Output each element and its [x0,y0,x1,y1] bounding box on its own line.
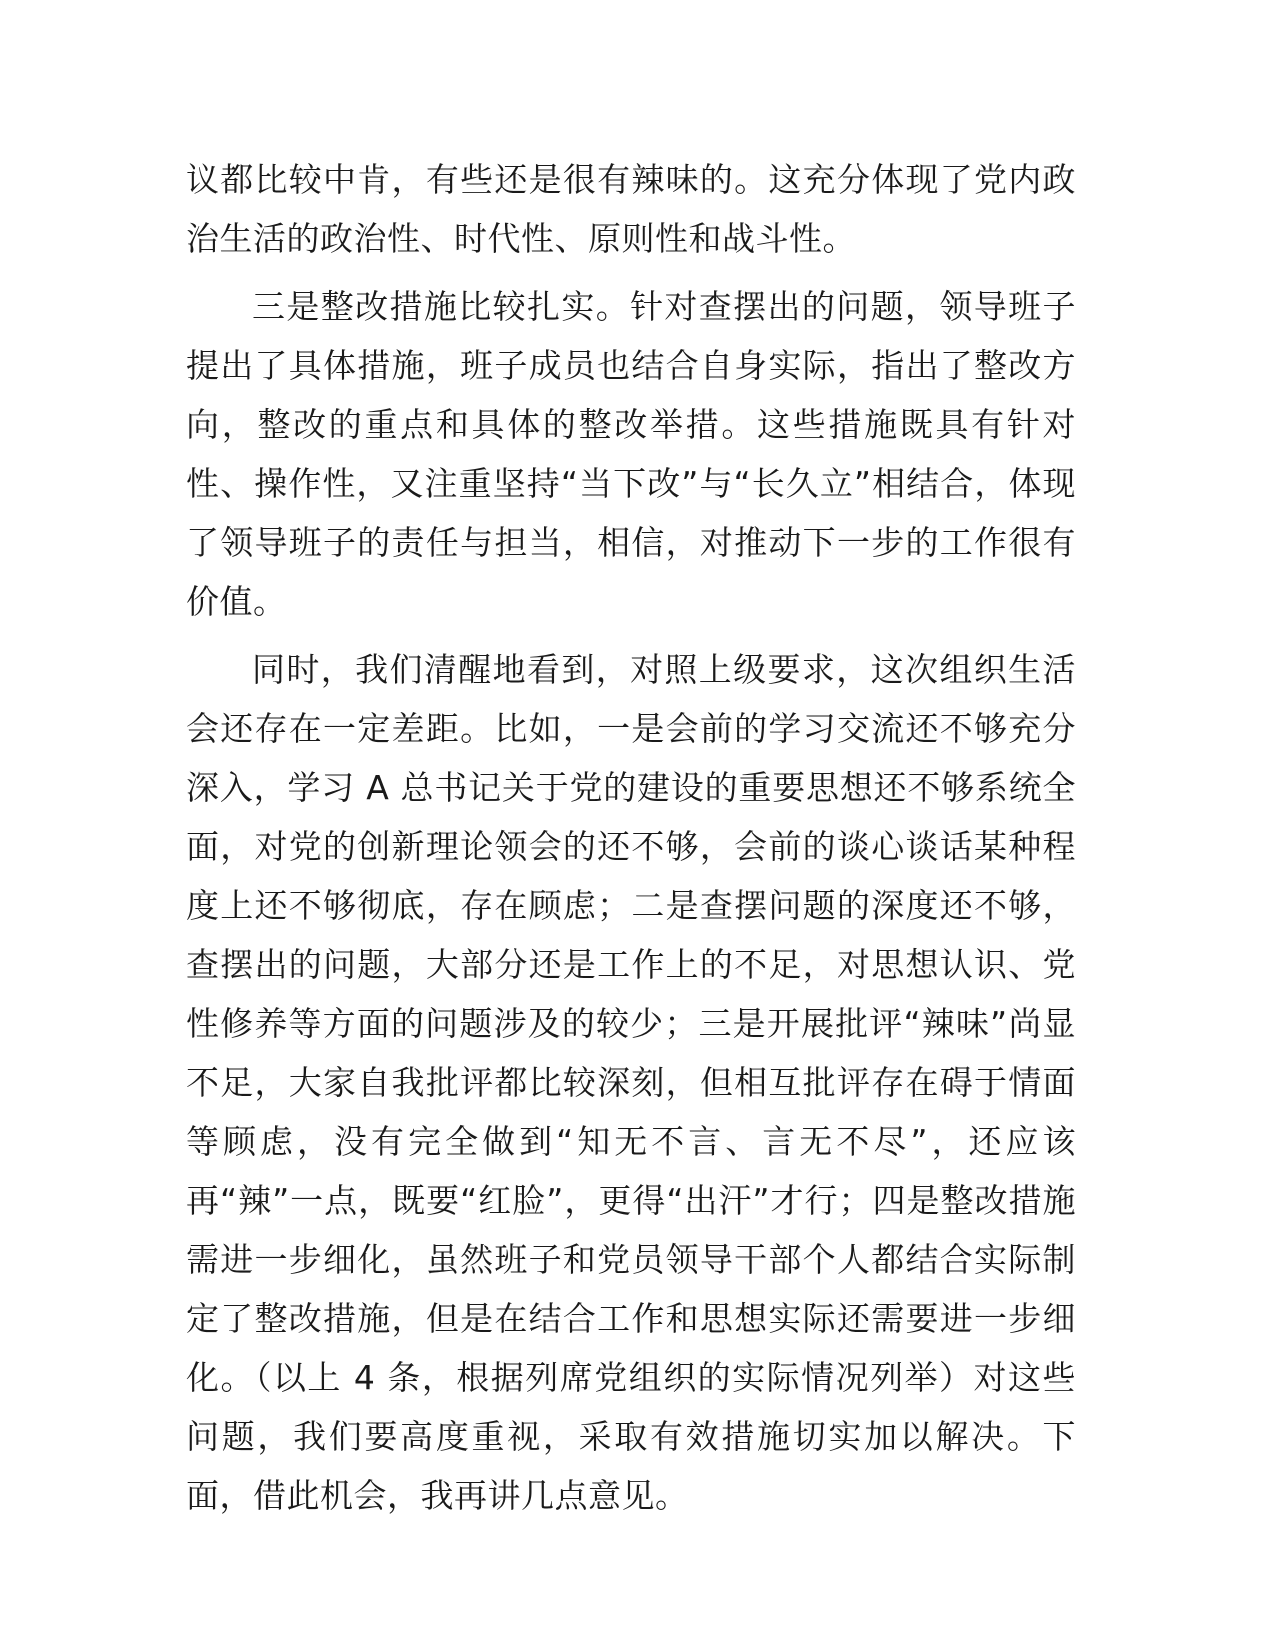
paragraph-3: 同时，我们清醒地看到，对照上级要求，这次组织生活会还存在一定差距。比如，一是会前的学习交流还不够充分深入，学习 A 总书记关于党的建设的重要思想还不够系统全面，对党的创新理论领会的还不够，会前的谈心谈话某种程度上还不够彻底，存在顾虑；二是查摆问题的深度还不够，查摆出的问题，大部分还是工作上的不足，对思想认识、党性修养等方面的问题涉及的较少；三是开展批评“辣味”尚显不足，大家自我批评都比较深刻，但相互批评存在碍于情面等顾虑，没有完全做到“知无不言、言无不尽”，还应该再“辣”一点，既要“红脸”，更得“出汗”才行；四是整改措施需进一步细化，虽然班子和党员领导干部个人都结合实际制定了整改措施，但是在结合工作和思想实际还需要进一步细化。（以上 4 条，根据列席党组织的实际情况列举）对这些问题，我们要高度重视，采取有效措施切实加以解决。下面，借此机会，我再讲几点意见。 [186,650,1076,1515]
paragraph-2: 三是整改措施比较扎实。针对查摆出的问题，领导班子提出了具体措施，班子成员也结合自身实际，指出了整改方向，整改的重点和具体的整改举措。这些措施既具有针对性、操作性，又注重坚持“当下改”与“长久立”相结合，体现了领导班子的责任与担当，相信，对推动下一步的工作很有价值。 [186,287,1076,621]
paragraph-1: 议都比较中肯，有些还是很有辣味的。这充分体现了党内政治生活的政治性、时代性、原则性和战斗性。 [186,160,1076,258]
document-body [186,150,1076,1525]
